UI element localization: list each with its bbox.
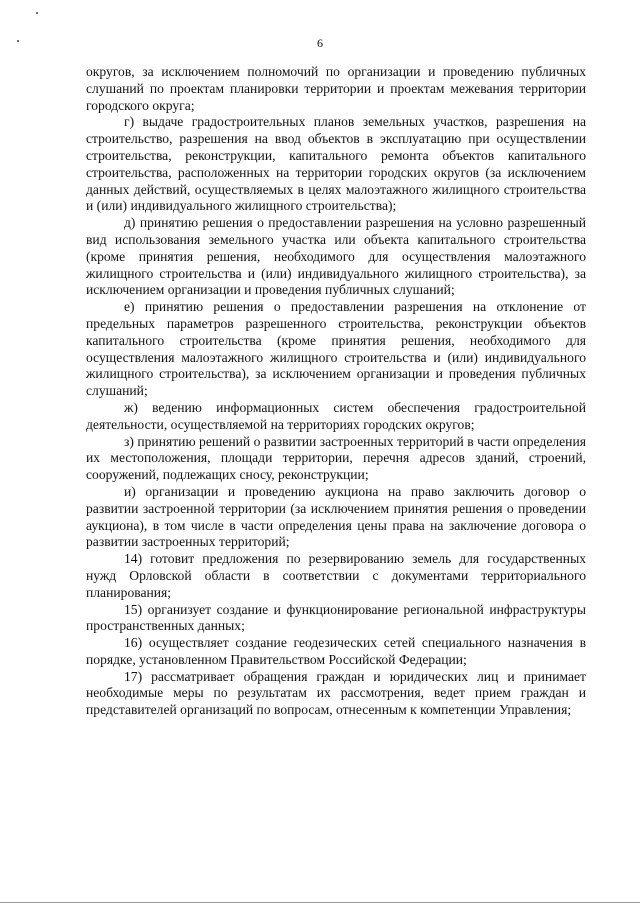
paragraph-item-16: 16) осуществляет создание геодезических сетей специального назначения в порядке, установленном Правительством Российской Федерации; bbox=[86, 635, 586, 667]
paragraph-item-15: 15) организует создание и функционирование региональной инфраструктуры пространственных данных; bbox=[86, 601, 586, 634]
scan-bottom-edge bbox=[0, 902, 640, 903]
paragraph-item-d: д) принятию решения о предоставлении разрешения на условно разрешенный вид использования земельного участка или объекта капитального строительства (кроме принятия решения, необходимого для осуществления малоэтажного жилищного строительства и (или) индивидуального жилищного строительства), за исключением организации и проведения публичных слушаний; bbox=[86, 215, 586, 298]
paragraph-continuation: округов, за исключением полномочий по организации и проведению публичных слушаний по проектам планировки территории и проектам межевания территории городского округа; bbox=[86, 64, 586, 113]
document-body bbox=[86, 64, 586, 719]
scan-speck-top bbox=[36, 12, 38, 14]
paragraph-item-14: 14) готовит предложения по резервированию земель для государственных нужд Орловской области в соответствии с документами территориального планирования; bbox=[86, 551, 586, 600]
paragraph-item-g: г) выдаче градостроительных планов земельных участков, разрешения на строительство, разрешения на ввод объектов в эксплуатацию при осуществлении строительства, реконструкции, капитального ремонта объектов капитального строительства, расположенных на территории городских округов (за исключением данных действий, осуществляемых в целях малоэтажного жилищного строительства и (или) индивидуального жилищного строительства); bbox=[86, 114, 586, 214]
paragraph-item-17: 17) рассматривает обращения граждан и юридических лиц и принимает необходимые меры по результатам их рассмотрения, ведет прием граждан и представителей организаций по вопросам, отнесенным к компетенции Управления; bbox=[86, 668, 586, 718]
paragraph-item-zh: ж) ведению информационных систем обеспечения градостроительной деятельности, осуществляемой на территориях городских округов; bbox=[86, 399, 586, 432]
paragraph-item-i: и) организации и проведению аукциона на право заключить договор о развитии застроенной территории (за исключением принятия решения о проведении аукциона), в том числе в части определения цены права на заключение договора о развитии застроенных территорий; bbox=[86, 483, 586, 550]
page-number: 6 bbox=[317, 36, 323, 50]
paragraph-item-z: з) принятию решений о развитии застроенных территорий в части определения их местоположения, площади территории, перечня адресов зданий, строений, сооружений, подлежащих сносу, реконструкции; bbox=[86, 433, 586, 483]
paragraph-item-e: е) принятию решения о предоставлении разрешения на отклонение от предельных параметров разрешенного строительства, реконструкции объектов капитального строительства (кроме принятия решения, необходимого для осуществления малоэтажного жилищного строительства и (или) индивидуального жилищного строительства), за исключением организации и проведения публичных слушаний; bbox=[86, 299, 586, 399]
